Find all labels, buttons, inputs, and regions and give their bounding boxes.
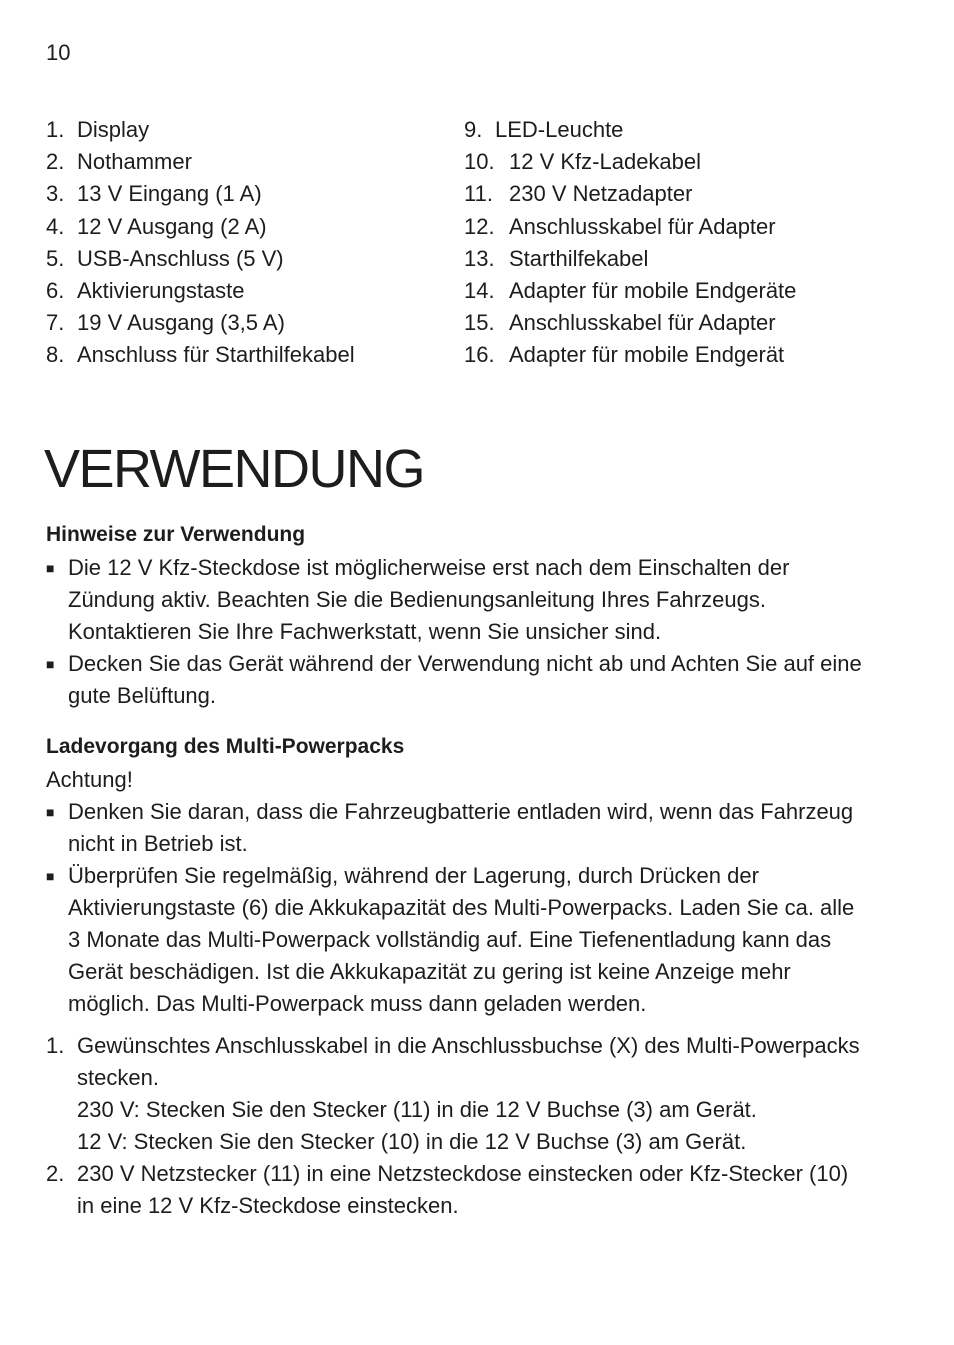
usage-content [46,518,866,1222]
parts-list-item [464,243,924,275]
item-number: 9. [464,117,483,142]
parts-list-item [46,211,446,243]
list-item [46,552,866,648]
item-label: 19 V Ausgang (3,5 A) [77,310,285,336]
bullet-square-icon: ■ [46,656,55,672]
parts-list-item [464,114,924,146]
parts-list-item [464,211,924,243]
item-number: 3. [46,181,65,207]
parts-list-item [464,275,924,307]
item-label: Anschlusskabel für Adapter [509,310,776,336]
page-number: 10 [46,40,71,65]
parts-list-item [46,114,446,146]
item-number: 5. [46,245,65,271]
charging-heading: Ladevorgang des Multi-Powerpacks [46,735,405,758]
parts-list-item [46,178,446,210]
parts-list-item [464,307,924,339]
step-number: 2. [46,1161,65,1186]
item-number: 13. [464,245,495,271]
step-item [46,1030,866,1158]
item-number: 15. [464,310,495,336]
item-label: LED-Leuchte [495,117,624,142]
bullet-text: Denken Sie daran, dass die Fahrzeugbatterie entladen wird, wenn das Fahrzeug nicht in Betrieb ist. [68,799,854,856]
list-item [46,648,866,712]
hints-heading: Hinweise zur Verwendung [46,523,306,546]
item-number: 6. [46,278,65,304]
bullet-square-icon: ■ [46,804,55,820]
item-label: 12 V Ausgang (2 A) [77,213,267,239]
item-number: 4. [46,213,65,239]
item-number: 10. [464,149,495,175]
bullet-square-icon: ■ [46,560,55,576]
parts-list-item [46,243,446,275]
charging-steps [46,1030,866,1222]
parts-list-item [46,339,446,371]
item-number: 2. [46,149,65,175]
item-label: Display [77,117,150,142]
parts-list-right [464,114,924,372]
item-label: Adapter für mobile Endgeräte [509,278,797,304]
item-label: 230 V Netzadapter [509,181,693,207]
section-title: VERWENDUNG [44,439,425,499]
step-line: Gewünschtes Anschlusskabel in die Anschlussbuchse (X) des Multi-Powerpacks stecken. [77,1033,860,1090]
step-line: 230 V: Stecken Sie den Stecker (11) in die 12 V Buchse (3) am Gerät. [77,1097,757,1122]
bullet-square-icon: ■ [46,868,55,884]
item-number: 12. [464,213,495,239]
parts-list-item [464,178,924,210]
parts-list-item [464,146,924,178]
parts-list-item [46,275,446,307]
item-label: Anschlusskabel für Adapter [509,213,776,239]
item-label: Anschluss für Starthilfekabel [77,342,355,368]
item-label: Aktivierungstaste [77,278,245,304]
bullet-text: Decken Sie das Gerät während der Verwendung nicht ab und Achten Sie auf eine gute Belüftung. [68,651,862,708]
item-label: 12 V Kfz-Ladekabel [509,149,702,175]
step-line: 230 V Netzstecker (11) in eine Netzsteckdose einstecken oder Kfz-Stecker (10) in eine 12 V Kfz-Steckdose einstecken. [77,1161,849,1218]
step-line: 12 V: Stecken Sie den Stecker (10) in die 12 V Buchse (3) am Gerät. [77,1129,747,1154]
list-item [46,860,866,1020]
item-number: 8. [46,342,65,368]
bullet-text: Die 12 V Kfz-Steckdose ist möglicherweise erst nach dem Einschalten der Zündung aktiv. Beachten Sie die Bedienungsanleitung Ihres Fahrzeugs. Kontaktieren Sie Ihre Fachwerkstatt, wenn Sie unsicher sind. [68,555,790,644]
attention-label: Achtung! [46,767,133,792]
item-label: 13 V Eingang (1 A) [77,181,262,207]
item-label: Adapter für mobile Endgerät [509,342,785,368]
bullet-text: Überprüfen Sie regelmäßig, während der Lagerung, durch Drücken der Aktivierungstaste (6) die Akkukapazität des Multi-Powerpacks. Laden Sie ca. alle 3 Monate das Multi-Powerpack vollständig auf. Eine Tiefenentladung kann das Gerät beschädigen. Ist die Akkukapazität zu gering ist keine Anzeige mehr möglich. Das Multi-Powerpack muss dann geladen werden. [68,863,855,1016]
parts-list-item [46,307,446,339]
item-number: 16. [464,342,495,368]
item-number: 7. [46,310,65,336]
item-number: 11. [464,181,493,207]
item-label: USB-Anschluss (5 V) [77,245,284,271]
step-number: 1. [46,1033,65,1058]
item-number: 1. [46,117,65,142]
parts-list-item [46,146,446,178]
list-item [46,796,866,860]
item-label: Nothammer [77,149,192,175]
hints-list [46,552,866,712]
step-item [46,1158,866,1222]
item-label: Starthilfekabel [509,245,649,271]
parts-list-item [464,339,924,371]
item-number: 14. [464,278,495,304]
parts-list-left [46,114,446,372]
charging-notes-list [46,796,866,1020]
